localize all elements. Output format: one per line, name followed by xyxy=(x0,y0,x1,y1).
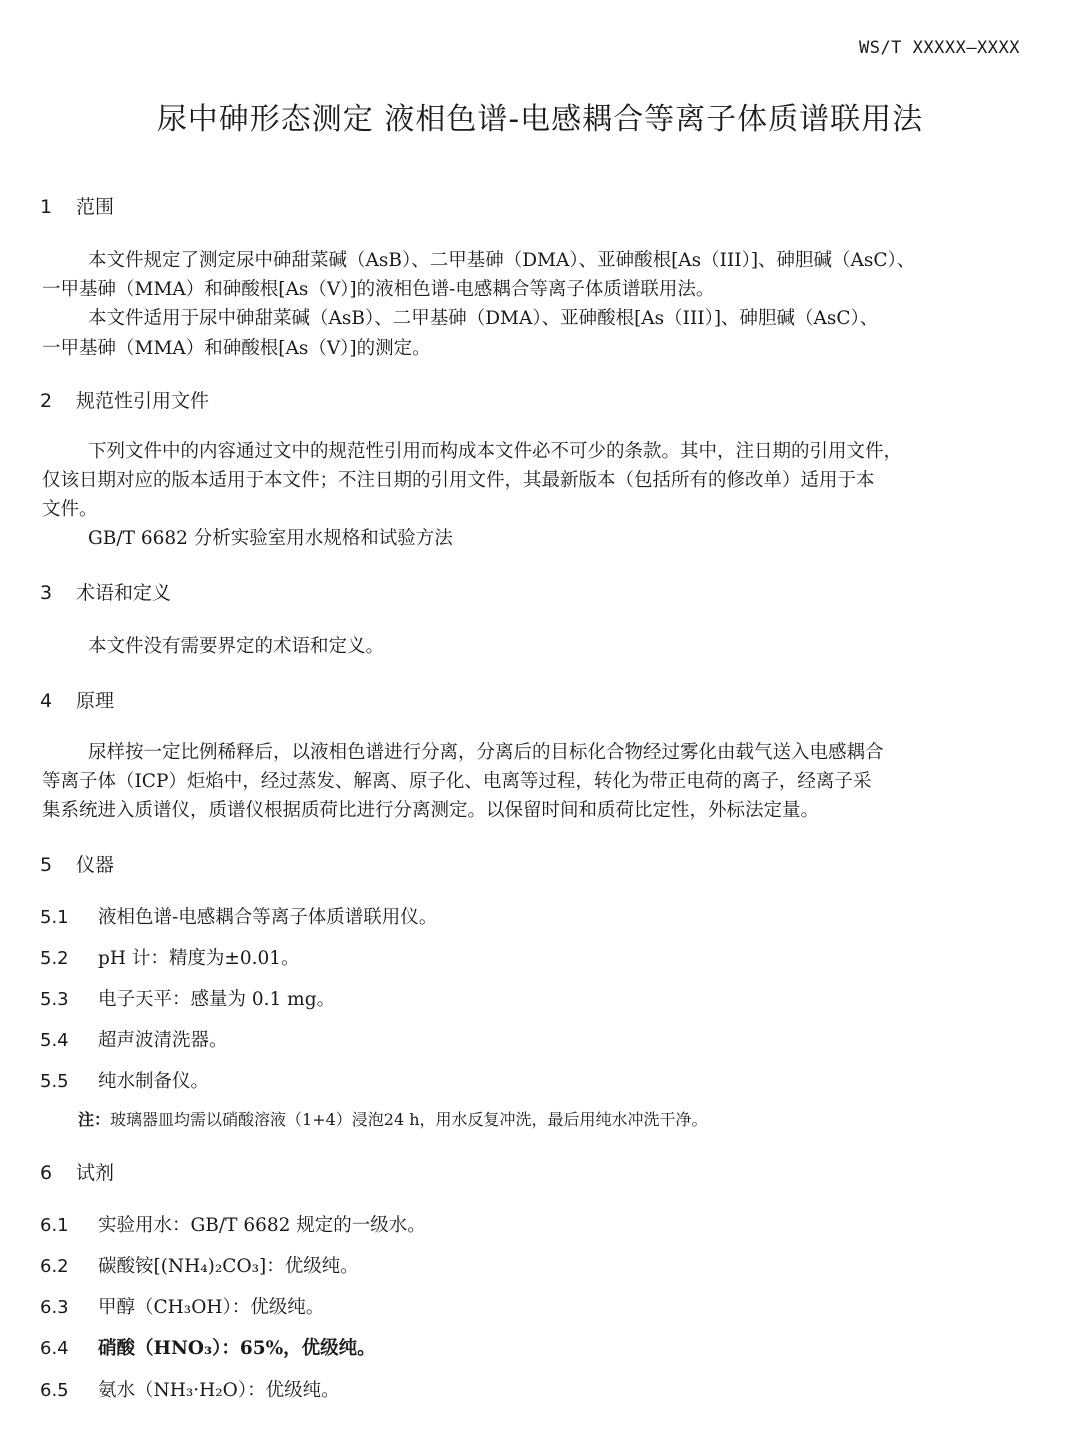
section-3-heading xyxy=(40,578,171,605)
note-label: 注： xyxy=(78,1110,111,1129)
section-title: 范围 xyxy=(76,196,115,218)
item-text: 液相色谱-电感耦合等离子体质谱联用仪。 xyxy=(98,907,438,928)
section-6-heading xyxy=(40,1158,114,1185)
list-item xyxy=(40,1067,209,1093)
section-number: 6 xyxy=(40,1162,53,1184)
section-1-line-3: 本文件适用于尿中砷甜菜碱（AsB）、二甲基砷（DMA）、亚砷酸根[As（III）]、砷胆碱（AsC）、 xyxy=(88,308,879,329)
item-text: 实验用水：GB/T 6682 规定的一级水。 xyxy=(98,1215,426,1236)
section-2-line-1: 下列文件中的内容通过文中的规范性引用而构成本文件必不可少的条款。其中，注日期的引用文件， xyxy=(88,441,903,462)
section-2-heading xyxy=(40,386,209,413)
section-title: 术语和定义 xyxy=(76,582,172,604)
section-4-heading xyxy=(40,686,114,713)
list-item xyxy=(40,944,300,970)
section-title: 试剂 xyxy=(76,1162,115,1184)
item-number: 6.3 xyxy=(40,1297,69,1318)
item-number: 6.1 xyxy=(40,1215,69,1236)
section-5-heading xyxy=(40,850,114,877)
section-number: 4 xyxy=(40,690,53,712)
item-number: 5.2 xyxy=(40,948,69,969)
list-item xyxy=(40,1293,324,1319)
item-number: 5.4 xyxy=(40,1030,69,1051)
section-4-line-2: 等离子体（ICP）炬焰中，经过蒸发、解离、原子化、电离等过程，转化为带正电荷的离子，经离子采 xyxy=(42,771,872,792)
document-title: 尿中砷形态测定 液相色谱-电感耦合等离子体质谱联用法 xyxy=(156,102,924,137)
item-text: 甲醇（CH₃OH）：优级纯。 xyxy=(98,1297,325,1318)
section-title: 原理 xyxy=(76,690,115,712)
item-number: 5.3 xyxy=(40,989,69,1010)
note-text: 玻璃器皿均需以硝酸溶液（1+4）浸泡24 h，用水反复冲洗，最后用纯水冲洗干净。 xyxy=(110,1110,708,1129)
section-2-reference: GB/T 6682 分析实验室用水规格和试验方法 xyxy=(88,528,453,549)
section-number: 2 xyxy=(40,390,53,412)
list-item xyxy=(40,1334,376,1360)
list-item xyxy=(40,1376,340,1402)
item-number: 5.1 xyxy=(40,907,69,928)
section-2-line-3: 文件。 xyxy=(42,499,98,520)
section-4-line-1: 尿样按一定比例稀释后，以液相色谱进行分离，分离后的目标化合物经过雾化由载气送入电感耦合 xyxy=(88,742,884,763)
item-number: 6.2 xyxy=(40,1256,69,1277)
item-number: 5.5 xyxy=(40,1071,69,1092)
item-text: 氨水（NH₃·H₂O）：优级纯。 xyxy=(98,1380,340,1401)
item-number: 6.4 xyxy=(40,1338,69,1359)
list-item xyxy=(40,1211,426,1237)
section-title: 规范性引用文件 xyxy=(76,390,210,412)
standard-code: WS/T XXXXX—XXXX xyxy=(858,38,1020,58)
item-text: 电子天平：感量为 0.1 mg。 xyxy=(98,989,336,1010)
section-1-heading xyxy=(40,192,114,219)
list-item xyxy=(40,1252,359,1278)
item-number: 6.5 xyxy=(40,1380,69,1401)
section-number: 5 xyxy=(40,854,53,876)
list-item xyxy=(40,985,335,1011)
section-2-line-2: 仅该日期对应的版本适用于本文件；不注日期的引用文件，其最新版本（包括所有的修改单）适用于本 xyxy=(42,470,875,491)
section-3-line-1: 本文件没有需要界定的术语和定义。 xyxy=(88,636,385,657)
list-item xyxy=(40,903,437,929)
section-number: 3 xyxy=(40,582,53,604)
section-title: 仪器 xyxy=(76,854,115,876)
section-4-line-3: 集系统进入质谱仪，质谱仪根据质荷比进行分离测定。以保留时间和质荷比定性，外标法定量。 xyxy=(42,800,820,821)
item-text: pH 计：精度为±0.01。 xyxy=(98,948,300,969)
list-item xyxy=(40,1026,228,1052)
section-1-line-4: 一甲基砷（MMA）和砷酸根[As（V）]的测定。 xyxy=(42,338,431,359)
section-5-note xyxy=(78,1107,708,1130)
item-text: 纯水制备仪。 xyxy=(98,1071,210,1092)
item-text: 碳酸铵[(NH₄)₂CO₃]：优级纯。 xyxy=(98,1256,359,1277)
item-text: 硝酸（HNO₃）：65%，优级纯。 xyxy=(98,1338,376,1359)
item-text: 超声波清洗器。 xyxy=(98,1030,228,1051)
section-1-line-2: 一甲基砷（MMA）和砷酸根[As（V）]的液相色谱-电感耦合等离子体质谱联用法。 xyxy=(42,279,715,300)
section-1-line-1: 本文件规定了测定尿中砷甜菜碱（AsB）、二甲基砷（DMA）、亚砷酸根[As（III）]、砷胆碱（AsC）、 xyxy=(88,250,916,271)
section-number: 1 xyxy=(40,196,53,218)
